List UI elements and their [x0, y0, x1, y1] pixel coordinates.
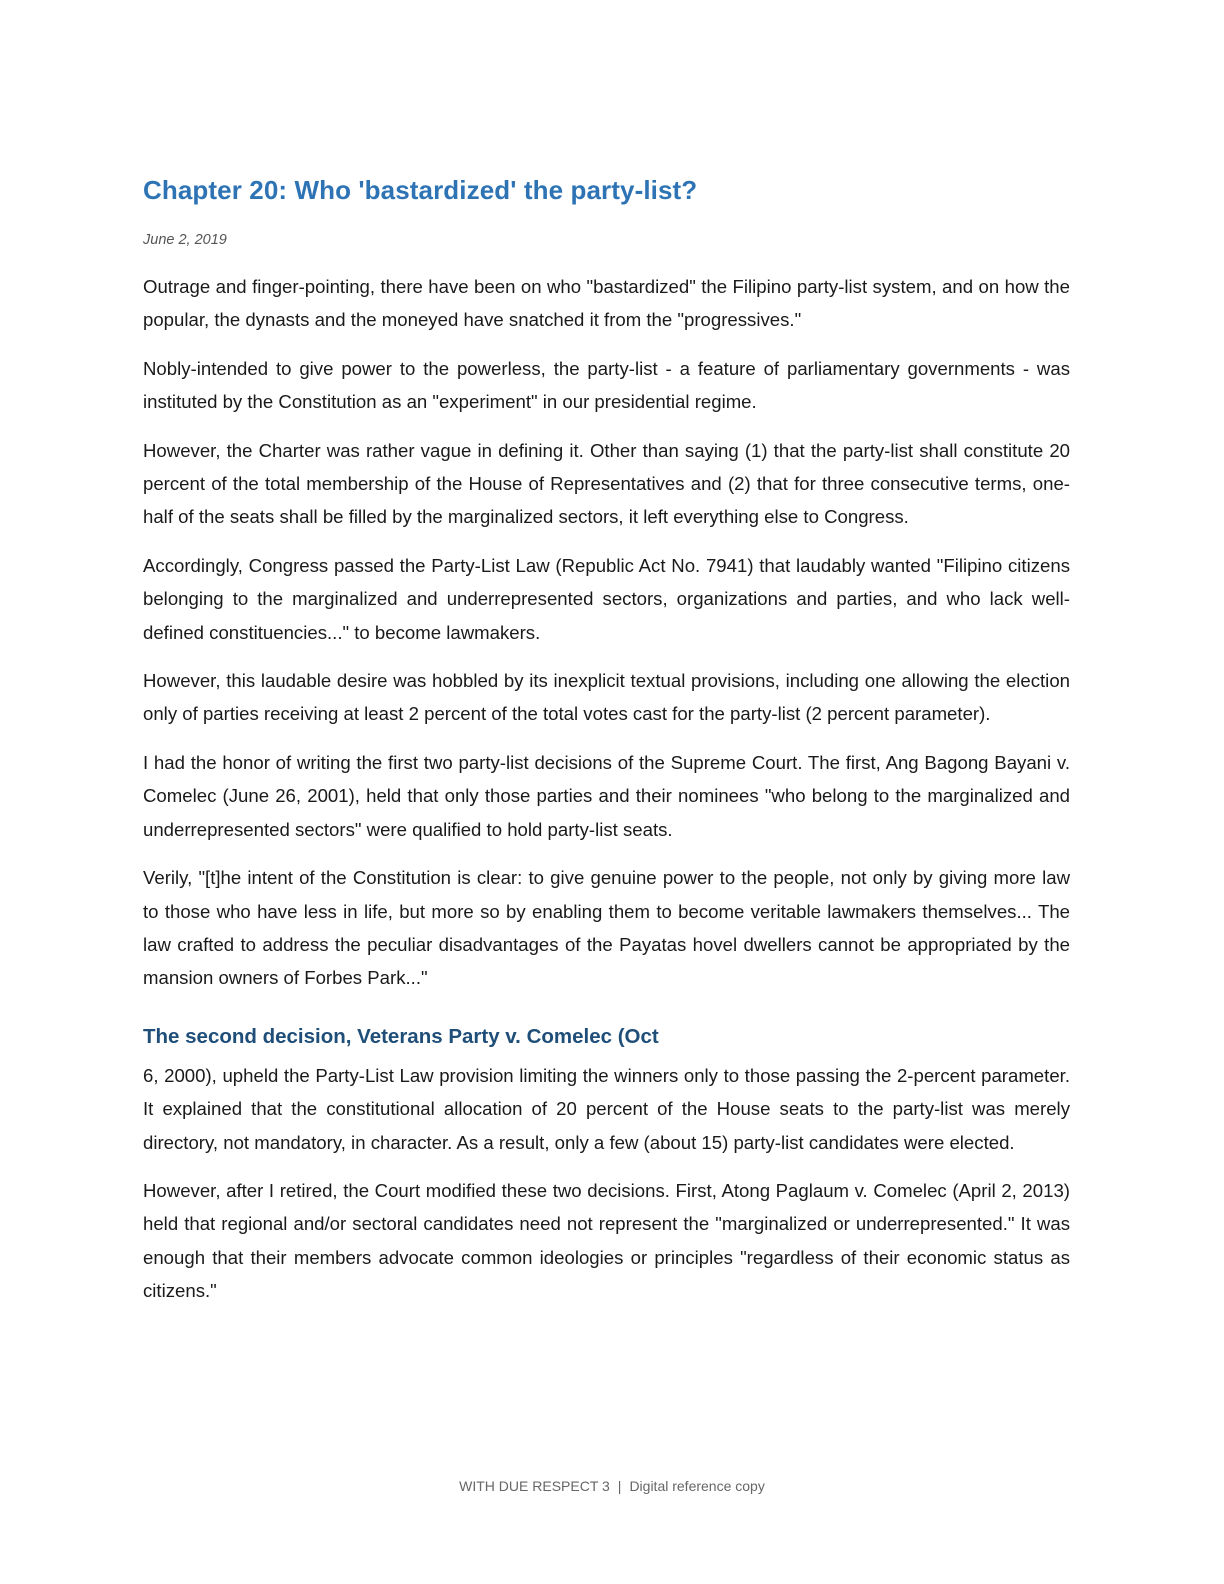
chapter-title: Chapter 20: Who 'bastardized' the party-list? [143, 175, 698, 205]
paragraph: I had the honor of writing the first two party-list decisions of the Supreme Court. The first, Ang Bagong Bayani v. Comelec (June 26, 2001), held that only those parties and their nominees "who belong to the marginalized and underrepresented sectors" were qualified to hold party-list seats. [143, 751, 1070, 840]
document-content [143, 170, 1070, 1308]
paragraph: However, this laudable desire was hobbled by its inexplicit textual provisions, including one allowing the election only of parties receiving at least 2 percent of the total votes cast for the party-list (2 percent parameter). [143, 670, 1070, 725]
paragraph: However, the Charter was rather vague in defining it. Other than saying (1) that the party-list shall constitute 20 percent of the total membership of the House of Representatives and (2) that for three consecutive terms, one-half of the seats shall be filled by the marginalized sectors, it left everything else to Congress. [143, 439, 1070, 528]
paragraph: 6, 2000), upheld the Party-List Law provision limiting the winners only to those passing the 2-percent parameter. It explained that the constitutional allocation of 20 percent of the House seats to the party-list was merely directory, not mandatory, in character. As a result, only a few (about 15) party-list candidates were elected. [143, 1064, 1070, 1153]
page-footer [0, 1478, 1224, 1494]
footer-note: Digital reference copy [629, 1478, 765, 1494]
paragraph: Nobly-intended to give power to the powerless, the party-list - a feature of parliamentary governments - was instituted by the Constitution as an "experiment" in our presidential regime. [143, 357, 1070, 413]
paragraph: Verily, "[t]he intent of the Constitution is clear: to give genuine power to the people, not only by giving more law to those who have less in life, but more so by enabling them to become veritable lawmakers themselves... The law crafted to address the peculiar disadvantages of the Payatas hovel dwellers cannot be appropriated by the mansion owners of Forbes Park..." [143, 867, 1070, 989]
paragraph: Outrage and finger-pointing, there have been on who "bastardized" the Filipino party-list system, and on how the popular, the dynasts and the moneyed have snatched it from the "progressives." [143, 276, 1070, 331]
footer-separator: | [617, 1478, 622, 1494]
publish-date: June 2, 2019 [143, 232, 227, 248]
paragraph: However, after I retired, the Court modified these two decisions. First, Atong Paglaum v. Comelec (April 2, 2013) held that regional and/or sectoral candidates need not represent the "marginalized or underrepresented." It was enough that their members advocate common ideologies or principles "regardless of their economic status as citizens." [143, 1179, 1070, 1302]
footer-book-title: WITH DUE RESPECT 3 [459, 1478, 610, 1494]
paragraph: Accordingly, Congress passed the Party-List Law (Republic Act No. 7941) that laudably wanted "Filipino citizens belonging to the marginalized and underrepresented sectors, organizations and parties, and who lack well-defined constituencies..." to become lawmakers. [143, 554, 1070, 643]
section-heading: The second decision, Veterans Party v. Comelec (Oct [143, 1024, 659, 1048]
